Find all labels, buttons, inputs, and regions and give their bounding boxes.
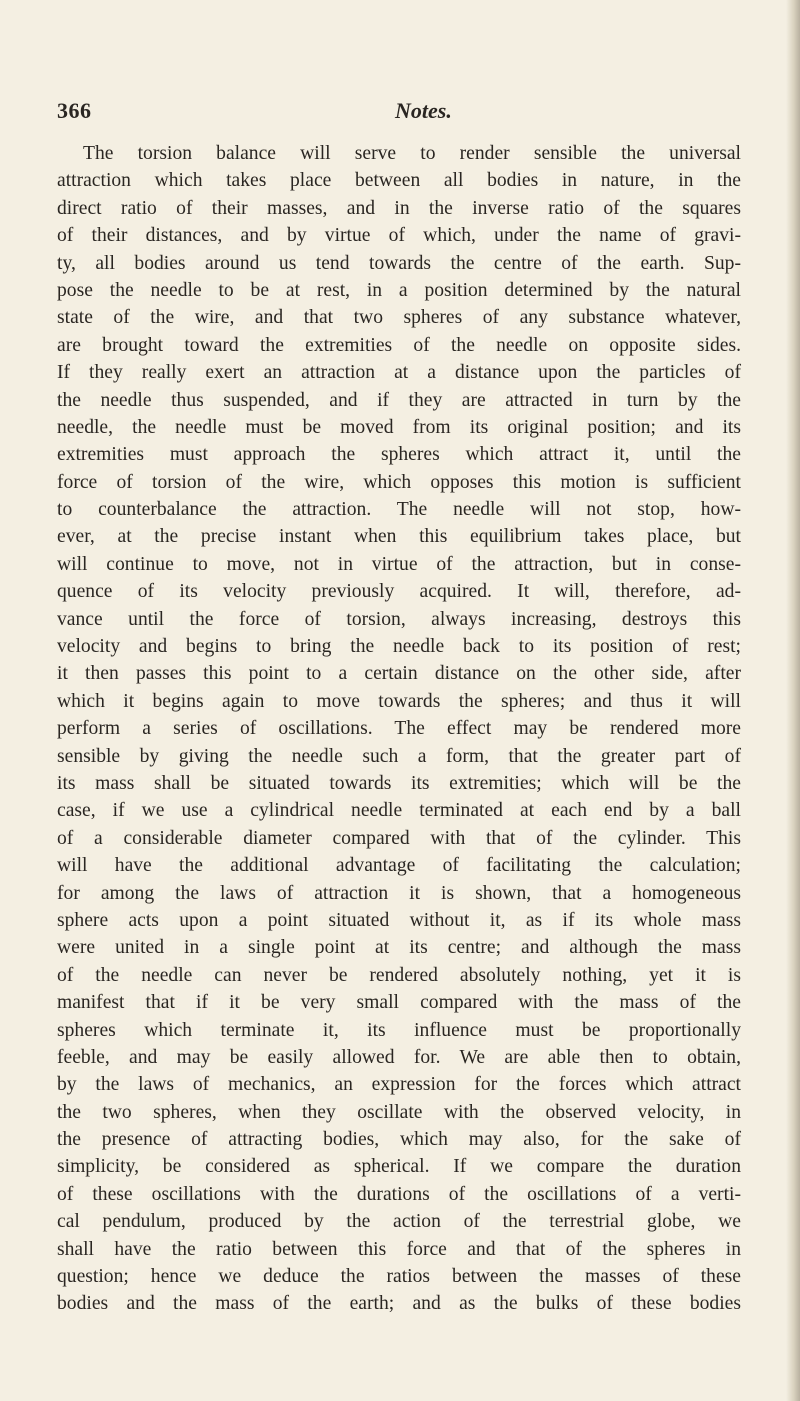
text-line: feeble, and may be easily allowed for. We are able then to obtain, (57, 1046, 741, 1068)
text-line: are brought toward the extremities of the needle on opposite sides. (57, 334, 741, 356)
body-paragraph (57, 140, 741, 1318)
text-line: its mass shall be situated towards its extremities; which will be the (57, 772, 741, 794)
text-line: vance until the force of torsion, always increasing, destroys this (57, 608, 741, 630)
text-line: simplicity, be considered as spherical. If we compare the duration (57, 1156, 741, 1178)
text-line: state of the wire, and that two spheres of any substance whatever, (57, 307, 741, 329)
text-line: of these oscillations with the durations of the oscillations of a verti- (57, 1183, 741, 1205)
text-line: shall have the ratio between this force and that of the spheres in (57, 1238, 741, 1260)
page-header (57, 98, 737, 128)
text-line: by the laws of mechanics, an expression for the forces which attract (57, 1074, 741, 1096)
text-line: force of torsion of the wire, which opposes this motion is sufficient (57, 471, 741, 493)
text-line: will have the additional advantage of facilitating the calculation; (57, 855, 741, 877)
text-line: sphere acts upon a point situated without it, as if its whole mass (57, 909, 741, 931)
text-line: question; hence we deduce the ratios between the masses of these (57, 1266, 741, 1288)
text-line: If they really exert an attraction at a distance upon the particles of (57, 362, 741, 384)
text-line: extremities must approach the spheres which attract it, until the (57, 444, 741, 466)
text-line: attraction which takes place between all bodies in nature, in the (57, 170, 741, 192)
text-line: which it begins again to move towards the spheres; and thus it will (57, 690, 741, 712)
text-line: bodies and the mass of the earth; and as the bulks of these bodies (57, 1293, 741, 1315)
text-line: cal pendulum, produced by the action of the terrestrial globe, we (57, 1211, 741, 1233)
text-line: will continue to move, not in virtue of the attraction, but in conse- (57, 553, 741, 575)
text-line: sensible by giving the needle such a form, that the greater part of (57, 745, 741, 767)
text-line: of their distances, and by virtue of which, under the name of gravi- (57, 225, 741, 247)
page-number: 366 (57, 98, 92, 123)
text-line: of a considerable diameter compared with that of the cylinder. This (57, 827, 741, 849)
text-line: ever, at the precise instant when this equilibrium takes place, but (57, 526, 741, 548)
text-line: perform a series of oscillations. The effect may be rendered more (57, 718, 741, 740)
text-line: of the needle can never be rendered absolutely nothing, yet it is (57, 964, 741, 986)
text-line: spheres which terminate it, its influence must be proportionally (57, 1019, 741, 1041)
text-line: the needle thus suspended, and if they are attracted in turn by the (57, 389, 741, 411)
text-line: manifest that if it be very small compared with the mass of the (57, 992, 741, 1014)
text-line: it then passes this point to a certain distance on the other side, after (57, 663, 741, 685)
text-line: pose the needle to be at rest, in a position determined by the natural (57, 279, 741, 301)
text-line: ty, all bodies around us tend towards the centre of the earth. Sup- (57, 252, 741, 274)
text-line: needle, the needle must be moved from its original position; and its (57, 416, 741, 438)
text-line: the two spheres, when they oscillate with the observed velocity, in (57, 1101, 741, 1123)
text-line: The torsion balance will serve to render sensible the universal (83, 143, 741, 164)
text-line: velocity and begins to bring the needle back to its position of rest; (57, 636, 741, 658)
text-line: case, if we use a cylindrical needle terminated at each end by a ball (57, 800, 741, 822)
text-line: direct ratio of their masses, and in the inverse ratio of the squares (57, 197, 741, 219)
text-line: were united in a single point at its centre; and although the mass (57, 937, 741, 959)
text-line: the presence of attracting bodies, which may also, for the sake of (57, 1129, 741, 1151)
text-line: for among the laws of attraction it is shown, that a homogeneous (57, 882, 741, 904)
text-line: quence of its velocity previously acquired. It will, therefore, ad- (57, 581, 741, 603)
page-edge-shadow (786, 0, 800, 1401)
running-title: Notes. (395, 98, 452, 123)
text-line: to counterbalance the attraction. The needle will not stop, how- (57, 499, 741, 521)
